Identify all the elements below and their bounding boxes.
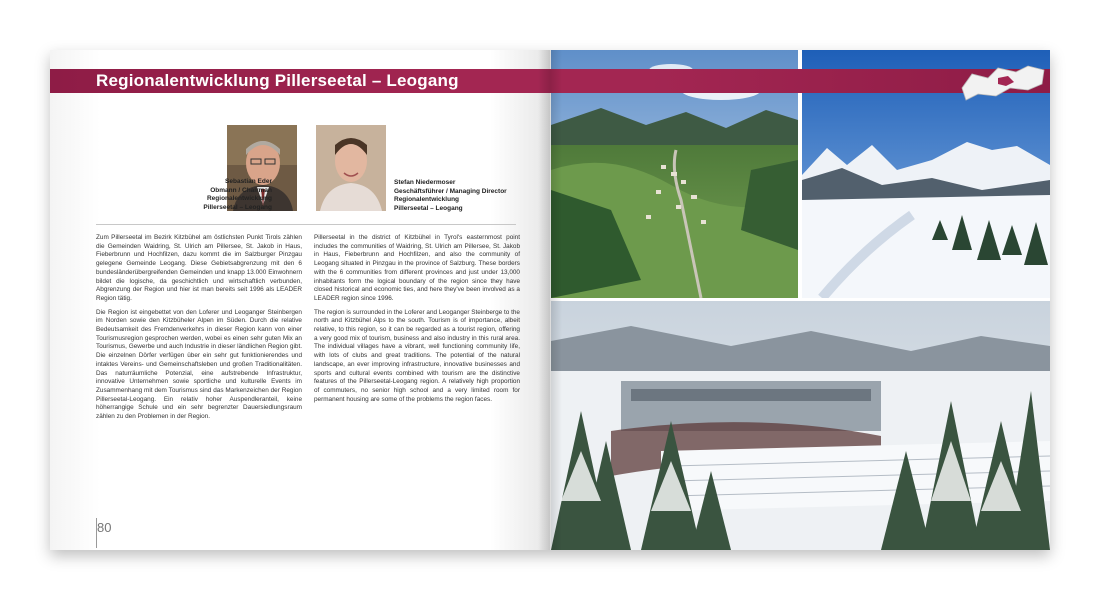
person-org: Regionalentwicklung (394, 196, 460, 203)
person-role: Geschäftsführer / Managing Director (394, 187, 507, 195)
paragraph: Die Region ist eingebettet von den Loferer und Leoganger Steinbergen im Norden sowie den Kitzbüheler Alpen im Süden. Durch die relative Bedeutsamkeit des Fremdenverkehrs in dieser Region kann von einer Tourismusregion gesprochen werden, wobei es einen sehr guten Mix an Tourismus, Gewerbe und auch Industrie in dieser ländlichen Region gibt. Die einzelnen Dörfer verfügen über ein sehr gut funktionierendes und intaktes Vereins- und Gemeinschaftsleben und großen Traditionalitäten. Das naturräumliche Potenzial, eine aufstrebende Infrastruktur, innovative Unternehmen sowie sportliche und kulturelle Events im Zusammenhang mit dem Tourismus sind das Markenzeichen der Region Pillerseetal-Leogang. Ein relativ hoher Auspendleranteil, keine höherrangige Schule und ein sehr begrenzter Dauersiedlungsraum zählen zu den Problemen in der Region. (96, 308, 302, 421)
divider (96, 224, 516, 225)
region-map-graphic (958, 60, 1048, 105)
paragraph: Pillerseetal in the district of Kitzbühel in Tyrol's easternmost point includes the communities of Waidring, St. Ulrich am Pillersee, St. Jakob in Haus, Fieberbrunn and Hochfilzen, and also the community of Leogang situated in Pinzgau in the province of Salzburg. These borders with the 6 communities from different provinces and just under 13,000 inhabitants form the logical boundary of the region since they have closed historical and economic ties, and here they've been involved as a LEADER region since 1996. (314, 234, 520, 302)
paragraph: Zum Pillerseetal im Bezirk Kitzbühel am östlichsten Punkt Tirols zählen die Gemeinden Waidring, St. Ulrich am Pillersee, St. Jakob in Haus, Fieberbrunn und Hochfilzen, dazu kommt die im Salzburger Pinzgau gelegene Gemeinde Leogang. Diese Gebietsabgrenzung mit den 6 bundesländerübergreifenden Gemeinden und knapp 13.000 Einwohnern bildet die logische, da geschichtlich und wirtschaftlich verbunden, Abgrenzung der Region und hier ist man bereits seit 1996 als LEADER Region tätig. (96, 234, 302, 302)
person-name: Sebastian Eder (225, 178, 272, 185)
book-spread (50, 50, 1050, 550)
photo-biathlon-stadium (551, 301, 1050, 550)
text-column-german (96, 234, 302, 427)
portrait-stefan-niedermoser (316, 125, 386, 211)
caption-stefan-niedermoser (394, 179, 524, 213)
left-page (50, 50, 550, 550)
person-role: Obmann / Chairman (210, 186, 272, 194)
person-region: Pillerseetal – Leogang (203, 203, 272, 211)
person-name: Stefan Niedermoser (394, 179, 456, 186)
caption-sebastian-eder (162, 178, 272, 212)
right-page (550, 50, 1050, 550)
text-column-english (314, 234, 520, 409)
page-title: Regionalentwicklung Pillerseetal – Leogang (96, 71, 459, 90)
paragraph: The region is surrounded in the Loferer and Leoganger Steinberge to the north and Kitzbühel Alps to the south. Tourism is of importance, albeit relative, to this region, so it can be regarded as a tourist region, offering a very good mix of tourism, business and also industry in this rural area. The individual villages have a vibrant, well functioning community life, with lots of clubs and great traditions. The potential of the natural landscape, an ever improving infrastructure, innovative businesses and sports and cultural events combined with tourism are the distinctive features of the Pillerseetal-Leogang region. A relatively high proportion of commuters, no senior high school and a very limited room for permanent housing are some of the problems the region faces. (314, 308, 520, 403)
person-region: Pillerseetal – Leogang (394, 204, 463, 212)
page-number: 80 (97, 520, 112, 535)
person-org: Regionalentwicklung (206, 195, 272, 202)
